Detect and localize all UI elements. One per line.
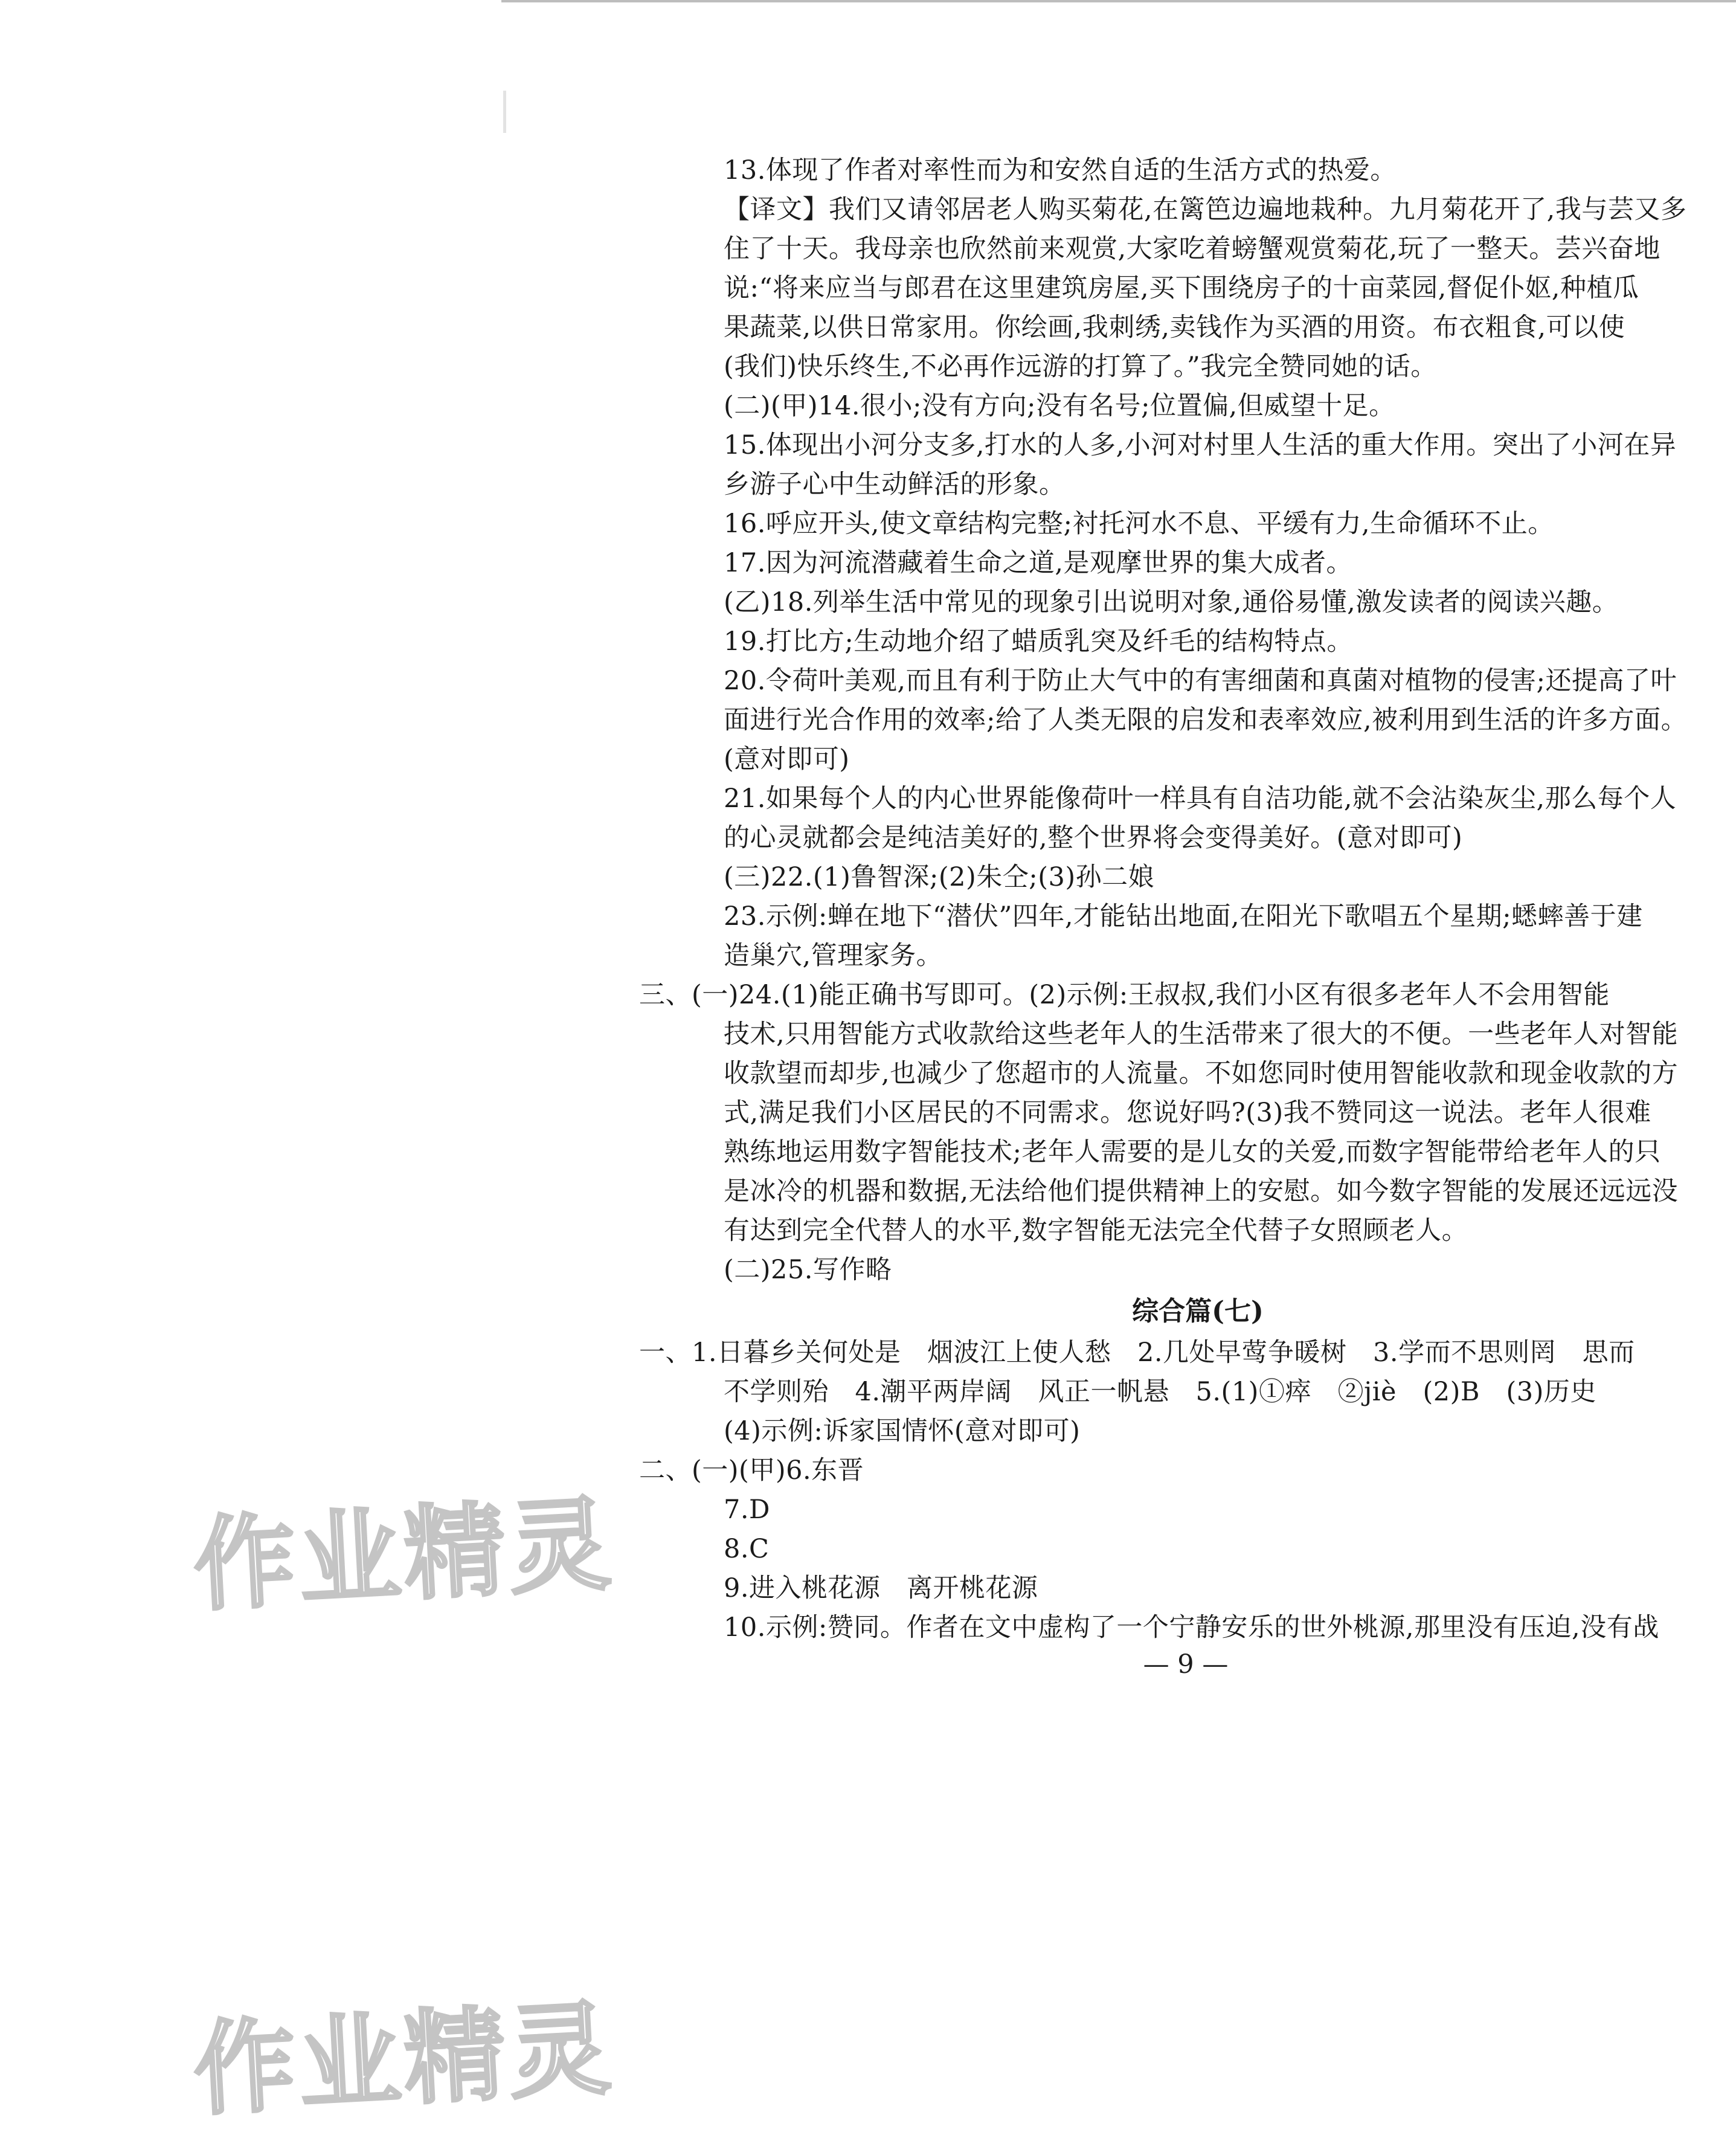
scan-mark	[503, 91, 506, 133]
answer-line-15: 15.体现出小河分支多,打水的人多,小河对村里人生活的重大作用。突出了小河在异	[724, 430, 1677, 460]
section-1-line-1: 一、1.日暮乡关何处是 烟波江上使人愁 2.几处早莺争暖树 3.学而不思则罔 思而	[639, 1338, 1635, 1368]
answer-line-17: 17.因为河流潜藏着生命之道,是观摩世界的集大成者。	[724, 548, 1353, 578]
answer-line-21: 21.如果每个人的内心世界能像荷叶一样具有自洁功能,就不会沾染灰尘,那么每个人	[724, 784, 1677, 814]
answer-line-8: 8.C	[724, 1534, 770, 1564]
answer-line-19: 19.打比方;生动地介绍了蜡质乳突及纤毛的结构特点。	[724, 626, 1353, 657]
translation-line-2: 住了十天。我母亲也欣然前来观赏,大家吃着螃蟹观赏菊花,玩了一整天。芸兴奋地	[724, 234, 1660, 264]
answer-line-10: 10.示例:赞同。作者在文中虚构了一个宁静安乐的世外桃源,那里没有压迫,没有战	[724, 1612, 1659, 1643]
answer-line-20: 20.令荷叶美观,而且有利于防止大气中的有害细菌和真菌对植物的侵害;还提高了叶	[724, 666, 1677, 696]
answer-line-16: 16.呼应开头,使文章结构完整;衬托河水不息、平缓有力,生命循环不止。	[724, 509, 1554, 539]
section-1-line-2: 不学则殆 4.潮平两岸阔 风正一帆悬 5.(1)①瘁 ②jiè (2)B (3)历史	[724, 1377, 1596, 1407]
answer-line-7: 7.D	[724, 1495, 771, 1525]
watermark-text: 作业精灵	[191, 1484, 617, 1626]
section-heading: 综合篇(七)	[1132, 1296, 1264, 1327]
answer-line-24-cont-4: 熟练地运用数字智能技术;老年人需要的是儿女的关爱,而数字智能带给老年人的只	[724, 1137, 1661, 1167]
translation-line-4: 果蔬菜,以供日常家用。你绘画,我刺绣,卖钱作为买酒的用资。布衣粗食,可以使	[724, 312, 1625, 343]
translation-line-1: 【译文】我们又请邻居老人购买菊花,在篱笆边遍地栽种。九月菊花开了,我与芸又多	[724, 195, 1687, 225]
answer-line-22: (三)22.(1)鲁智深;(2)朱仝;(3)孙二娘	[724, 862, 1155, 892]
answer-line-24-cont-3: 式,满足我们小区居民的不同需求。您说好吗?(3)我不赞同这一说法。老年人很难	[724, 1098, 1651, 1128]
answer-line-23-cont: 造巢穴,管理家务。	[724, 941, 943, 971]
answer-line-21-cont: 的心灵就都会是纯洁美好的,整个世界将会变得美好。(意对即可)	[724, 823, 1463, 853]
translation-line-3: 说:“将来应当与郎君在这里建筑房屋,买下围绕房子的十亩菜园,督促仆妪,种植瓜	[724, 273, 1639, 303]
answer-line-13: 13.体现了作者对率性而为和安然自适的生活方式的热爱。	[724, 155, 1397, 185]
answer-line-24-cont-1: 技术,只用智能方式收款给这些老年人的生活带来了很大的不便。一些老年人对智能	[724, 1019, 1679, 1049]
section-3-line-24: 三、(一)24.(1)能正确书写即可。(2)示例:王叔叔,我们小区有很多老年人不会用智能	[639, 980, 1610, 1010]
answer-line-20-cont: 面进行光合作用的效率;给了人类无限的启发和表率效应,被利用到生活的许多方面。	[724, 705, 1688, 735]
scan-edge-line	[501, 0, 1736, 2]
answer-line-24-cont-2: 收款望而却步,也减少了您超市的人流量。不如您同时使用智能收款和现金收款的方	[724, 1058, 1679, 1089]
answer-line-14: (二)(甲)14.很小;没有方向;没有名号;位置偏,但威望十足。	[724, 391, 1395, 421]
section-2-line-6: 二、(一)(甲)6.东晋	[639, 1455, 864, 1486]
answer-line-24-cont-6: 有达到完全代替人的水平,数字智能无法完全代替子女照顾老人。	[724, 1216, 1468, 1246]
answer-line-9: 9.进入桃花源 离开桃花源	[724, 1573, 1038, 1603]
page-number: — 9 —	[1143, 1649, 1229, 1679]
answer-line-15-cont: 乡游子心中生动鲜活的形象。	[724, 469, 1066, 500]
answer-line-23: 23.示例:蝉在地下“潜伏”四年,才能钻出地面,在阳光下歌唱五个星期;蟋蟀善于建	[724, 901, 1643, 932]
watermark-text: 作业精灵	[191, 1989, 617, 2130]
answer-line-24-cont-5: 是冰冷的机器和数据,无法给他们提供精神上的安慰。如今数字智能的发展还远远没	[724, 1176, 1679, 1206]
answer-line-20-note: (意对即可)	[724, 744, 850, 774]
translation-line-5: (我们)快乐终生,不必再作远游的打算了。”我完全赞同她的话。	[724, 352, 1437, 382]
answer-line-25: (二)25.写作略	[724, 1255, 892, 1285]
answer-content	[639, 151, 1690, 1647]
section-1-line-3: (4)示例:诉家国情怀(意对即可)	[724, 1416, 1081, 1446]
answer-line-18: (乙)18.列举生活中常见的现象引出说明对象,通俗易懂,激发读者的阅读兴趣。	[724, 587, 1619, 617]
